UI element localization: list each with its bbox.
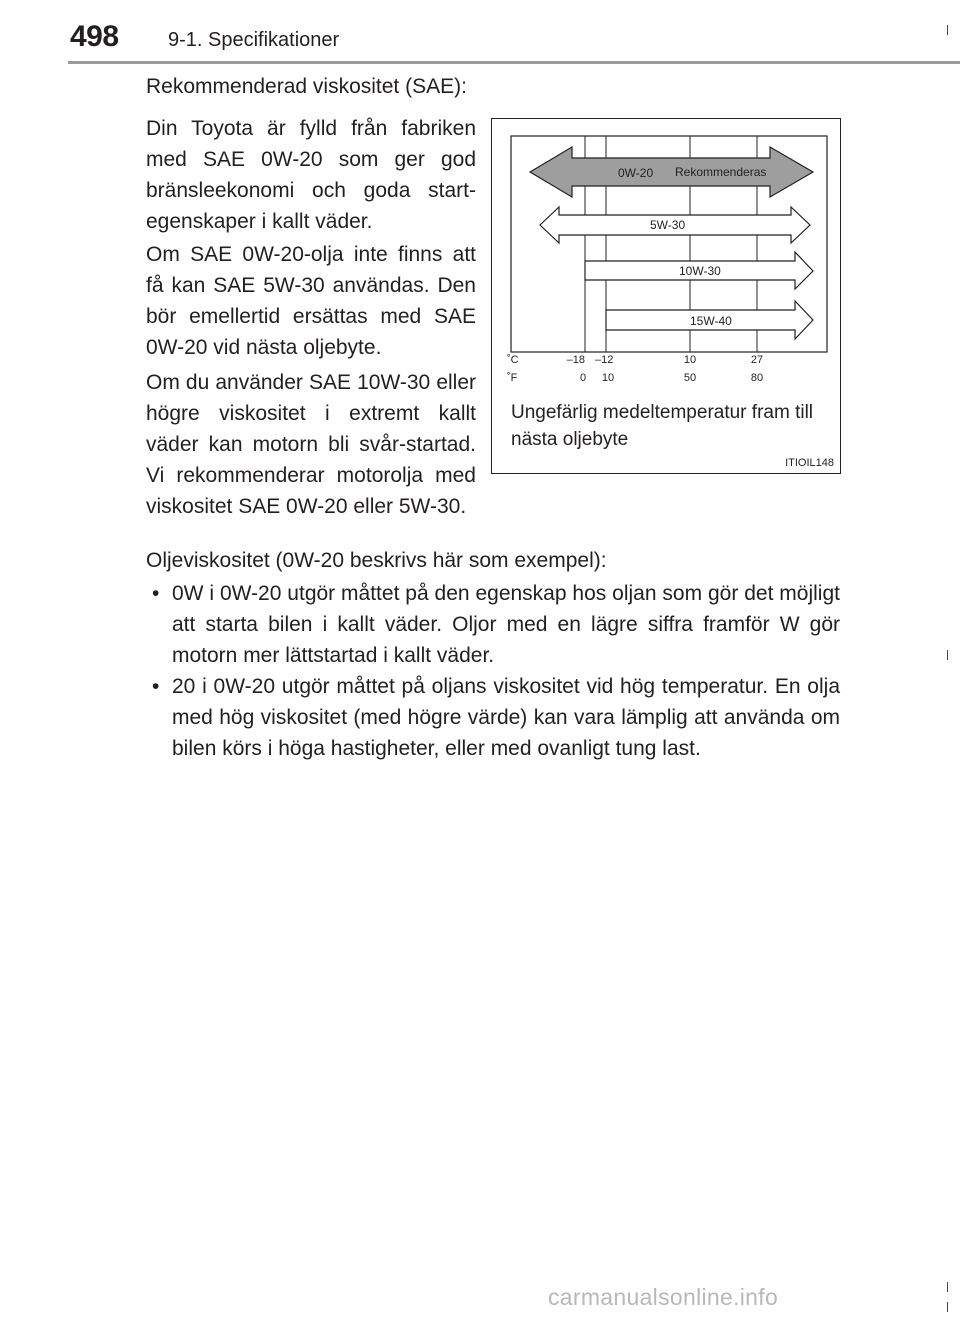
list-item xyxy=(146,578,840,671)
viscosity-example-heading: Oljeviskositet (0W-20 beskrivs här som exempel): xyxy=(146,549,607,572)
tick-c-10: 10 xyxy=(683,354,697,366)
unit-fahrenheit: ˚F xyxy=(507,372,518,384)
tick-c-27: 27 xyxy=(750,354,764,366)
paragraph-alternative-oil: Om SAE 0W-20-olja inte finns att få kan SAE 5W-30 användas. Den bör emellertid ersättas med SAE 0W-20 vid nästa oljebyte. xyxy=(146,243,476,359)
tick-c-minus18: –18 xyxy=(566,354,585,366)
bullet-dot: • xyxy=(152,582,160,605)
viscosity-bullet-list xyxy=(146,578,840,764)
crop-mark xyxy=(947,1282,948,1292)
tick-f-0: 0 xyxy=(579,372,587,384)
figure-id: ITIOIL148 xyxy=(785,457,834,469)
bullet-text: 20 i 0W-20 utgör måttet på oljans viskositet vid hög temperatur. En olja med hög viskositet (med högre värde) kan vara lämplig att använda om bilen körs i höga hastigheter, eller med ovanligt tung last. xyxy=(172,675,840,760)
crop-mark xyxy=(947,1302,948,1312)
header-rule xyxy=(68,61,960,64)
section-title: 9-1. Specifikationer xyxy=(168,29,340,51)
bullet-dot: • xyxy=(152,675,160,698)
tick-c-minus12: –12 xyxy=(595,354,614,366)
tick-f-50: 50 xyxy=(683,372,697,384)
crop-mark xyxy=(947,650,948,660)
figure-caption: Ungefärlig medeltemperatur fram till nästa oljebyte xyxy=(511,402,814,450)
recommended-label: Rekommenderas xyxy=(675,165,767,179)
page-number: 498 xyxy=(70,20,119,53)
watermark: carmanualsonline.info xyxy=(548,1284,779,1310)
tick-f-10: 10 xyxy=(601,372,615,384)
viscosity-chart-figure xyxy=(491,118,841,474)
list-item xyxy=(146,671,840,764)
arrow-label-10w30: 10W-30 xyxy=(679,264,721,278)
crop-mark xyxy=(947,25,948,35)
paragraph-cold-weather: Om du använder SAE 10W-30 eller högre viskositet i extremt kallt väder kan motorn bli svår-startad. Vi rekommenderar motorolja med viskositet SAE 0W-20 eller 5W-30. xyxy=(146,371,476,518)
bullet-text: 0W i 0W-20 utgör måttet på den egenskap hos oljan som gör det möjligt att starta bilen i kallt väder. Oljor med en lägre siffra framför W gör motorn mer lättstartad i kallt väder. xyxy=(172,582,840,667)
viscosity-heading: Rekommenderad viskositet (SAE): xyxy=(146,75,467,98)
arrow-label-0w20: 0W-20 xyxy=(618,166,654,180)
arrow-label-15w40: 15W-40 xyxy=(690,314,732,328)
tick-f-80: 80 xyxy=(750,372,764,384)
paragraph-factory-fill: Din Toyota är fylld från fabriken med SAE 0W-20 som ger god bränsleekonomi och goda start-egenskaper i kallt väder. xyxy=(146,117,476,233)
unit-celsius: ˚C xyxy=(507,354,519,366)
arrow-0w20 xyxy=(530,147,813,197)
arrow-label-5w30: 5W-30 xyxy=(650,218,686,232)
